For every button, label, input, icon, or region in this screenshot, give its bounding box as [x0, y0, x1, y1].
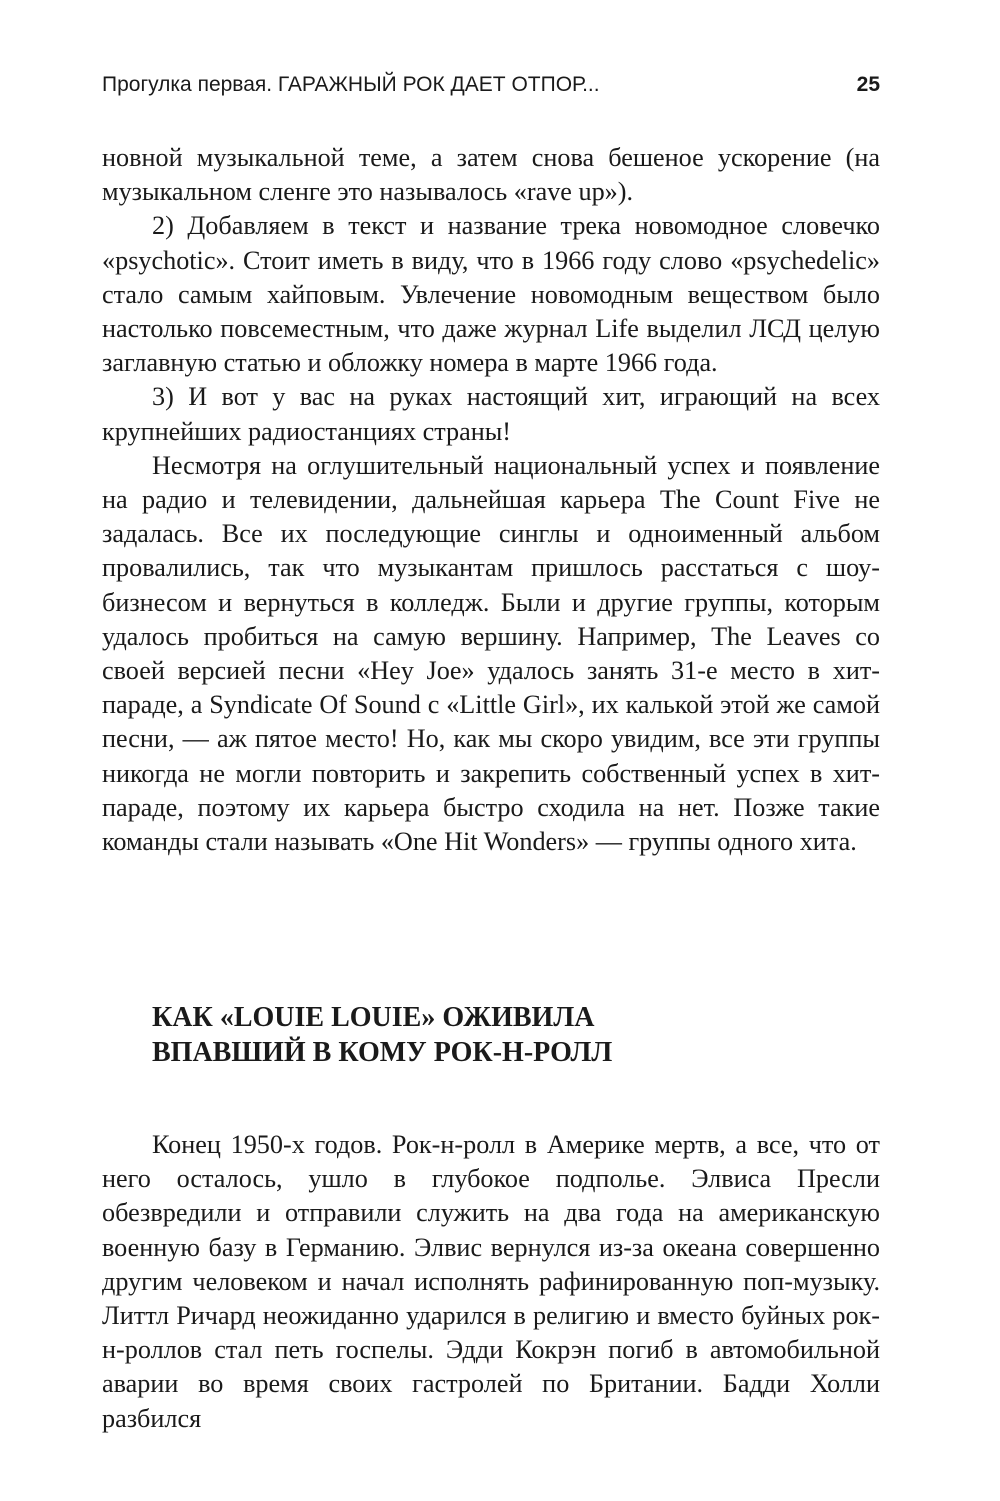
section-heading-line-2: ВПАВШИЙ В КОМУ РОК-Н-РОЛЛ — [152, 1037, 613, 1068]
body-text-block — [102, 141, 880, 859]
running-header — [102, 70, 880, 100]
paragraph-step-2: 2) Добавляем в текст и название трека новомодное словечко «psychotic». Стоит иметь в виду, что в 1966 году слово «psychedelic» стало самым хайповым. Увлечение новомодным веществом было настолько повсеместным, что даже журнал Life выделил ЛСД целую заглавную статью и обложку номера в марте 1966 года. — [102, 211, 880, 378]
paragraph-section-intro: Конец 1950-х годов. Рок-н-ролл в Америке мертв, а все, что от него осталось, ушло в глубокое подполье. Элвиса Пресли обезвредили и отправили служить на два года на американскую военную базу в Германию. Элвис вернулся из-за океана совершенно другим человеком и начал исполнять рафинированную поп-музыку. Литтл Ричард неожиданно ударился в религию и вместо буйных рок-н-роллов стал петь госпелы. Эдди Кокрэн погиб в автомобильной аварии во время своих гастролей по Британии. Бадди Холли разбился — [102, 1130, 880, 1433]
paragraph-step-3: 3) И вот у вас на руках настоящий хит, играющий на всех крупнейших радиостанциях страны! — [102, 382, 880, 446]
page-number: 25 — [856, 73, 880, 96]
paragraph-continuation: новной музыкальной теме, а затем снова бешеное ускорение (на музыкальном сленге это называлось «rave up»). — [102, 143, 880, 207]
paragraph-count-five: Несмотря на оглушительный национальный успех и появление на радио и телевидении, дальнейшая карьера The Count Five не задалась. Все их последующие синглы и одноименный альбом провалились, так что музыкантам пришлось расстаться с шоу-бизнесом и вернуться в колледж. Были и другие группы, которым удалось пробиться на самую вершину. Например, The Leaves со своей версией песни «Hey Joe» удалось занять 31-е место в хит-параде, а Syndicate Of Sound с «Little Girl», их калькой этой же самой песни, — аж пятое место! Но, как мы скоро увидим, все эти группы никогда не могли повторить и закрепить собственный успех в хит-параде, поэтому их карьера быстро сходила на нет. Позже такие команды стали называть «One Hit Wonders» — группы одного хита. — [102, 450, 880, 857]
section-heading — [152, 1000, 880, 1070]
section-body-text — [102, 1128, 880, 1436]
section-heading-line-1: КАК «LOUIE LOUIE» ОЖИВИЛА — [152, 1002, 595, 1033]
chapter-title: Прогулка первая. ГАРАЖНЫЙ РОК ДАЕТ ОТПОР... — [102, 73, 600, 96]
